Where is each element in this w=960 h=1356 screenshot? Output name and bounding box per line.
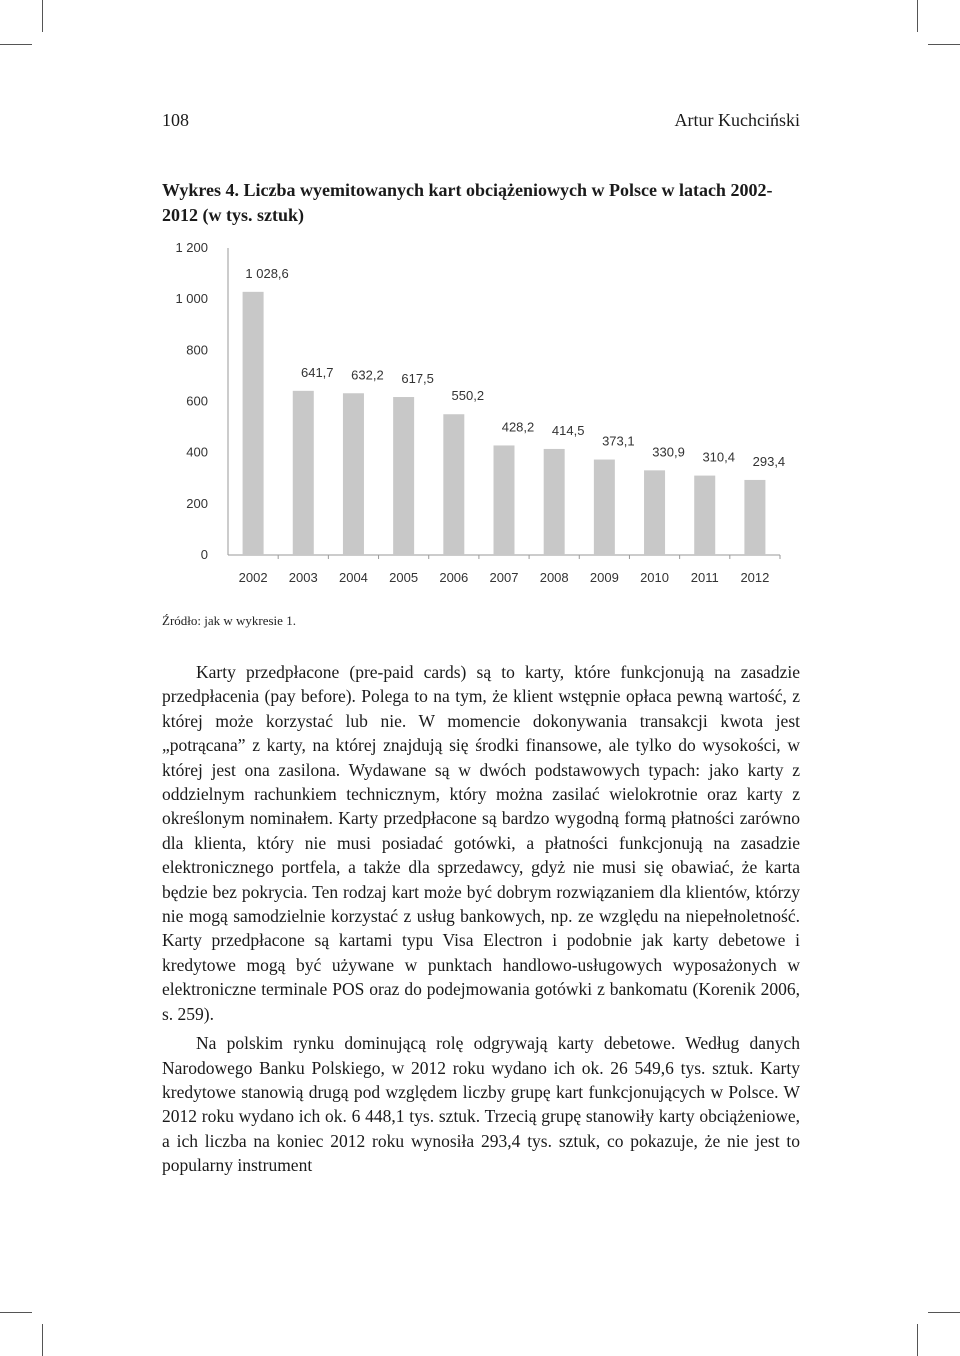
x-tick-label: 2008	[539, 570, 569, 585]
crop-mark	[928, 44, 960, 45]
crop-mark	[42, 0, 43, 32]
y-tick-label: 800	[186, 342, 208, 358]
bar	[694, 476, 715, 555]
x-tick-label: 2004	[338, 570, 368, 585]
bar	[494, 445, 515, 555]
bar	[544, 449, 565, 555]
x-tick-label: 2009	[589, 570, 619, 585]
x-tick-label: 2011	[690, 570, 719, 585]
y-tick-label: 400	[186, 444, 208, 460]
y-tick-label: 1 200	[175, 240, 208, 255]
running-header	[162, 110, 800, 136]
data-label: 617,5	[401, 371, 434, 387]
crop-mark	[928, 1312, 960, 1313]
x-tick-label: 2007	[489, 570, 519, 585]
x-tick-label: 2003	[288, 570, 318, 585]
figure-caption: Wykres 4. Liczba wyemitowanych kart obciążeniowych w Polsce w latach 2002-2012 (w tys. sztuk)	[162, 180, 773, 225]
author-name: Artur Kuchciński	[674, 110, 800, 130]
crop-mark	[0, 44, 32, 45]
bar	[443, 414, 464, 555]
paragraph: Na polskim rynku dominującą rolę odgrywają karty debetowe. Według danych Narodowego Banku Polskiego, w 2012 roku wydano ich ok. 26 549,6 tys. sztuk. Karty kredytowe stanowią drugą pod względem liczby grupę kart funkcjonujących w Polsce. W 2012 roku wydano ich ok. 6 448,1 tys. sztuk. Trzecią grupę stanowiły karty obciążeniowe, a ich liczba na koniec 2012 roku wynosiła 293,4 tys. sztuk, co pokazuje, że nie jest to popularny instrument	[162, 1033, 800, 1176]
data-label: 414,5	[551, 422, 585, 438]
x-tick-label: 2012	[740, 570, 770, 585]
data-label: 428,2	[501, 419, 535, 435]
y-tick-label: 600	[186, 393, 208, 409]
crop-mark	[917, 1324, 918, 1356]
crop-mark	[42, 1324, 43, 1356]
bar	[393, 397, 414, 555]
data-label: 310,4	[702, 449, 736, 465]
bar	[343, 393, 364, 555]
bar	[243, 292, 264, 555]
y-tick-label: 1 000	[175, 291, 208, 307]
bar	[594, 460, 615, 555]
data-label: 373,1	[602, 433, 635, 449]
bar	[644, 470, 665, 555]
crop-mark	[917, 0, 918, 32]
bar	[744, 480, 765, 555]
crop-mark	[0, 1312, 32, 1313]
x-tick-label: 2002	[238, 570, 268, 585]
bar	[293, 391, 314, 555]
y-tick-label: 0	[200, 547, 208, 562]
page-number: 108	[162, 110, 189, 130]
paragraph: Karty przedpłacone (pre-paid cards) są to karty, które funkcjonują na zasadzie przedpłacenia (pay before). Polega to na tym, że klient wstępnie opłaca pewną wartość, z której może korzystać lub nie. W momencie dokonywania transakcji kwota jest „potrącana” z karty, na której znajdują się środki finansowe, ale tylko do wysokości, w której jest ona zasilona. Wydawane są w dwóch podstawowych typach: jako karty z oddzielnym rachunkiem technicznym, który można zasilać wielokrotnie oraz karty z określonym nominałem. Karty przedpłacone są bardzo wygodną formą płatności zarówno dla klienta, który nie musi posiadać gotówki, a płatności funkcjonują na zasadzie elektronicznego portfela, a także dla sprzedawcy, gdyż nie musi się obawiać, że karta będzie bez pokrycia. Ten rodzaj kart może być dobrym rozwiązaniem dla klientów, którzy nie mogą samodzielnie korzystać z usług bankowych, np. ze względu na niepełnoletność. Karty przedpłacone są kartami typu Visa Electron i podobnie jak karty debetowe i kredytowe mogą być używane w punktach handlowo-usługowych wyposażonych w elektroniczne terminale POS oraz do podejmowania gotówki z bankomatu (Korenik 2006, s. 259).	[162, 662, 800, 1024]
data-label: 293,4	[752, 453, 786, 469]
bar-chart	[160, 236, 790, 596]
y-tick-label: 200	[186, 495, 208, 511]
x-tick-label: 2005	[389, 570, 419, 585]
data-label: 1 028,6	[245, 265, 289, 281]
data-label: 330,9	[652, 444, 685, 460]
data-label: 641,7	[300, 364, 334, 380]
data-label: 550,2	[451, 388, 485, 404]
x-tick-label: 2010	[640, 570, 670, 585]
body-text	[162, 660, 800, 1178]
data-label: 632,2	[351, 367, 384, 383]
figure-source: Źródło: jak w wykresie 1.	[162, 613, 296, 628]
x-tick-label: 2006	[439, 570, 469, 585]
